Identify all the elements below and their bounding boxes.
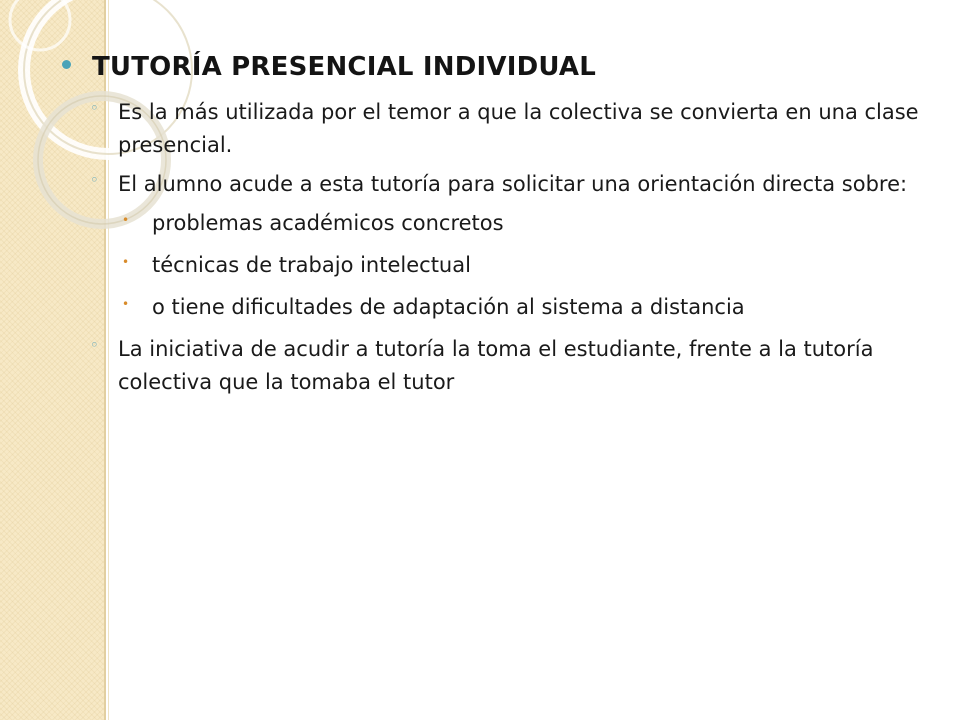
dot-bullet-icon: • <box>122 255 130 269</box>
list-item <box>60 96 930 162</box>
slide-content <box>60 46 930 405</box>
list-item-text: La iniciativa de acudir a tutoría la toma el estudiante, frente a la tutoría colectiva que la tomaba el tutor <box>118 337 874 394</box>
slide-heading: TUTORÍA PRESENCIAL INDIVIDUAL <box>92 52 597 82</box>
heading-item <box>60 46 930 88</box>
list-item-text: Es la más utilizada por el temor a que la colectiva se convierta en una clase presencial. <box>118 100 919 157</box>
dot-bullet-icon: • <box>122 213 130 227</box>
dot-bullet-icon: • <box>122 297 130 311</box>
list-item <box>60 333 930 399</box>
sub-list-item <box>60 207 930 240</box>
sub-list-item-text: o tiene dificultades de adaptación al sistema a distancia <box>152 295 745 319</box>
circle-bullet-icon: ◦ <box>90 171 99 189</box>
sub-list-item-text: técnicas de trabajo intelectual <box>152 253 471 277</box>
heading-bullet-icon <box>62 60 71 69</box>
sub-list-item <box>60 291 930 324</box>
list-item <box>60 168 930 201</box>
sub-list-item-text: problemas académicos concretos <box>152 211 504 235</box>
circle-bullet-icon: ◦ <box>90 336 99 354</box>
list-item-text: El alumno acude a esta tutoría para solicitar una orientación directa sobre: <box>118 172 908 196</box>
sub-list-item <box>60 249 930 282</box>
circle-bullet-icon: ◦ <box>90 99 99 117</box>
